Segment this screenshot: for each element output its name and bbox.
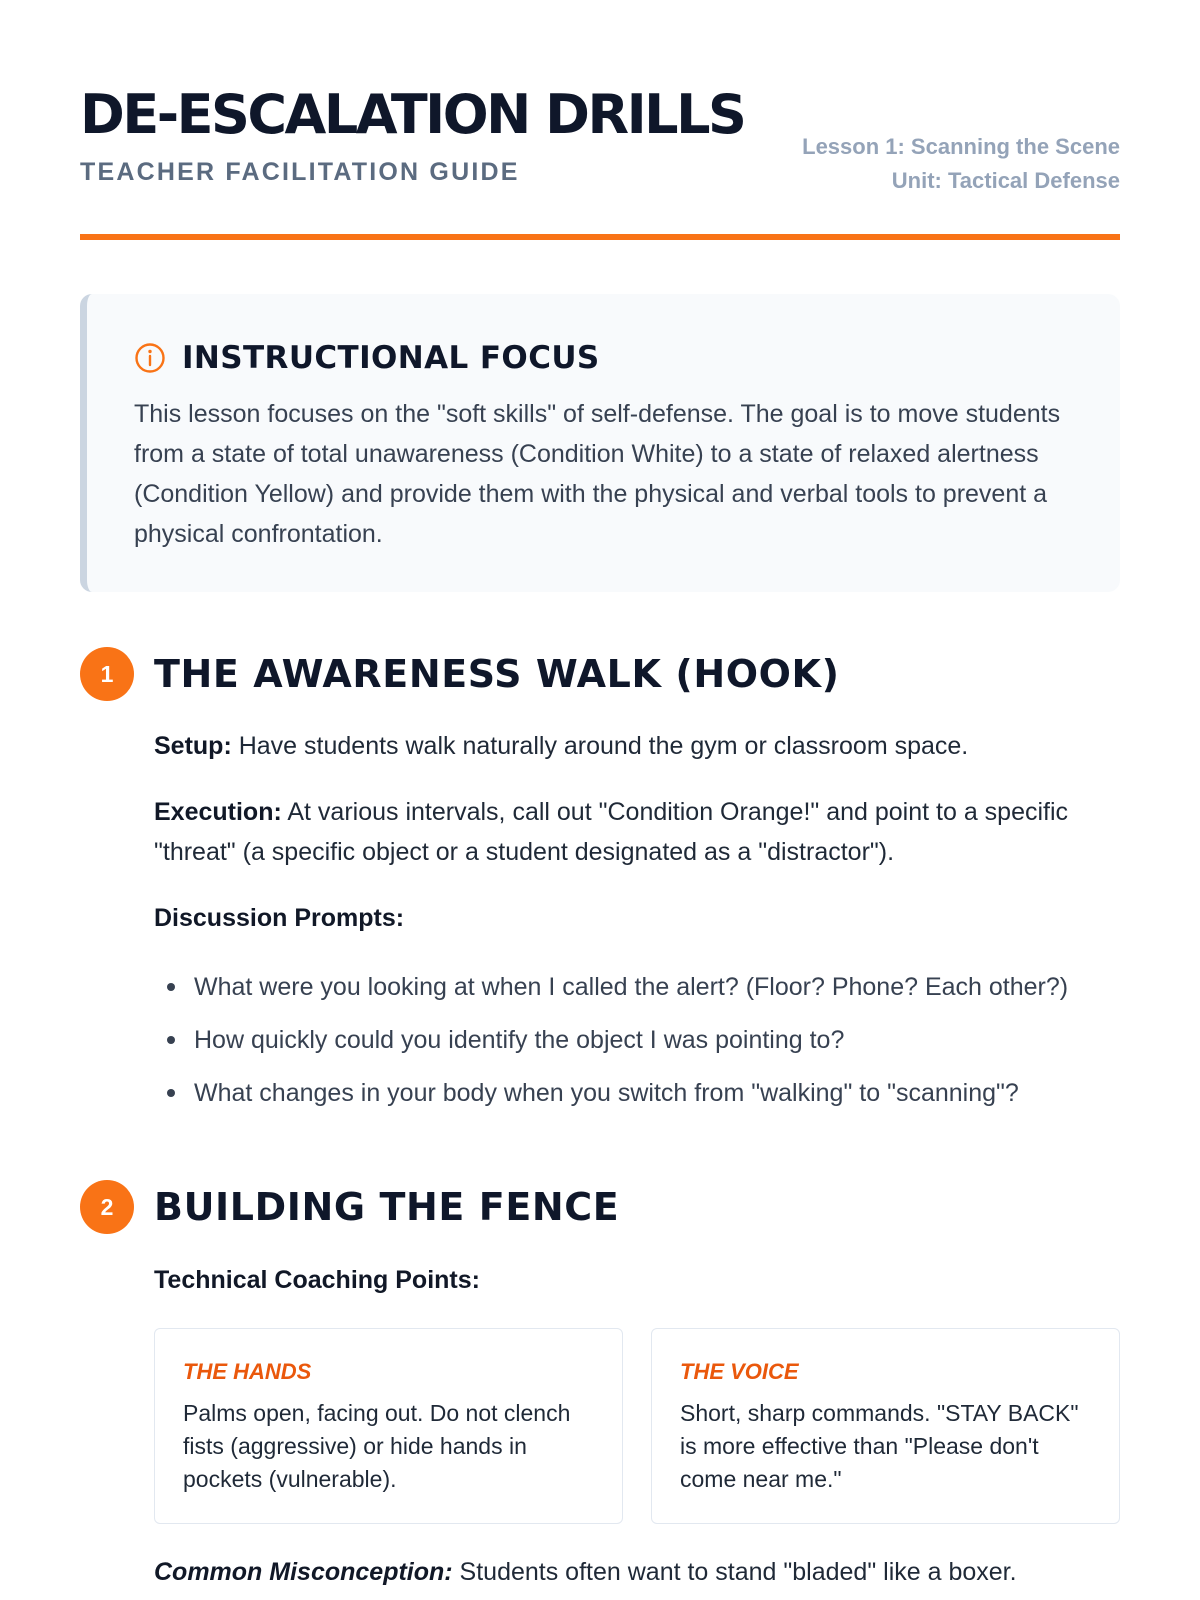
list-item: How quickly could you identify the object I was pointing to?	[154, 1023, 1120, 1057]
section-number-badge: 2	[80, 1180, 134, 1234]
list-item: What were you looking at when I called the alert? (Floor? Phone? Each other?)	[154, 970, 1120, 1004]
setup-paragraph	[154, 726, 1120, 766]
coaching-card-hands	[154, 1328, 623, 1524]
coaching-cards	[154, 1328, 1120, 1524]
section-number-badge: 1	[80, 647, 134, 701]
info-circle-icon	[134, 342, 166, 374]
execution-text: At various intervals, call out "Condition Orange!" and point to a specific "threat" (a specific object or a student designated as a "distractor").	[154, 798, 1069, 866]
focus-text: This lesson focuses on the "soft skills" of self-defense. The goal is to move students from a state of total unawareness (Condition White) to a state of relaxed alertness (Condition Yellow) and provide them with the physical and verbal tools to prevent a physical confrontation.	[134, 400, 1061, 548]
section-title: BUILDING THE FENCE	[154, 1185, 620, 1229]
header-divider	[80, 234, 1120, 240]
list-item: What changes in your body when you switch from "walking" to "scanning"?	[154, 1076, 1120, 1110]
page-subtitle: TEACHER FACILITATION GUIDE	[80, 158, 520, 186]
coaching-label: Technical Coaching Points:	[154, 1266, 480, 1294]
section-title: THE AWARENESS WALK (HOOK)	[154, 652, 840, 696]
focus-title: INSTRUCTIONAL FOCUS	[182, 340, 600, 376]
execution-paragraph	[154, 792, 1120, 872]
coaching-card-voice	[651, 1328, 1120, 1524]
setup-text: Have students walk naturally around the gym or classroom space.	[231, 732, 969, 760]
instructional-focus-callout	[80, 294, 1120, 592]
lesson-meta	[802, 130, 1120, 198]
execution-label: Execution:	[154, 798, 282, 826]
card-text: Palms open, facing out. Do not clench fists (aggressive) or hide hands in pockets (vulnerable).	[183, 1400, 571, 1492]
misconception-text: Students often want to stand "bladed" like a boxer.	[452, 1558, 1017, 1586]
misconception-label: Common Misconception:	[154, 1558, 453, 1586]
discussion-prompts-list	[154, 970, 1120, 1129]
section-2-heading	[80, 1179, 619, 1235]
page-header	[80, 78, 1120, 242]
focus-heading	[134, 338, 600, 378]
misconception-paragraph	[154, 1552, 1120, 1592]
card-title: THE HANDS	[183, 1359, 312, 1384]
card-title: THE VOICE	[680, 1359, 799, 1384]
setup-label: Setup:	[154, 732, 232, 760]
unit-name: Unit: Tactical Defense	[891, 168, 1120, 193]
card-text: Short, sharp commands. "STAY BACK" is more effective than "Please don't come near me."	[680, 1400, 1079, 1492]
lesson-name: Lesson 1: Scanning the Scene	[802, 134, 1120, 159]
document-page	[80, 0, 1120, 1600]
page-title: DE-ESCALATION DRILLS	[80, 83, 745, 146]
section-1-heading	[80, 646, 840, 702]
discussion-label: Discussion Prompts:	[154, 904, 405, 932]
